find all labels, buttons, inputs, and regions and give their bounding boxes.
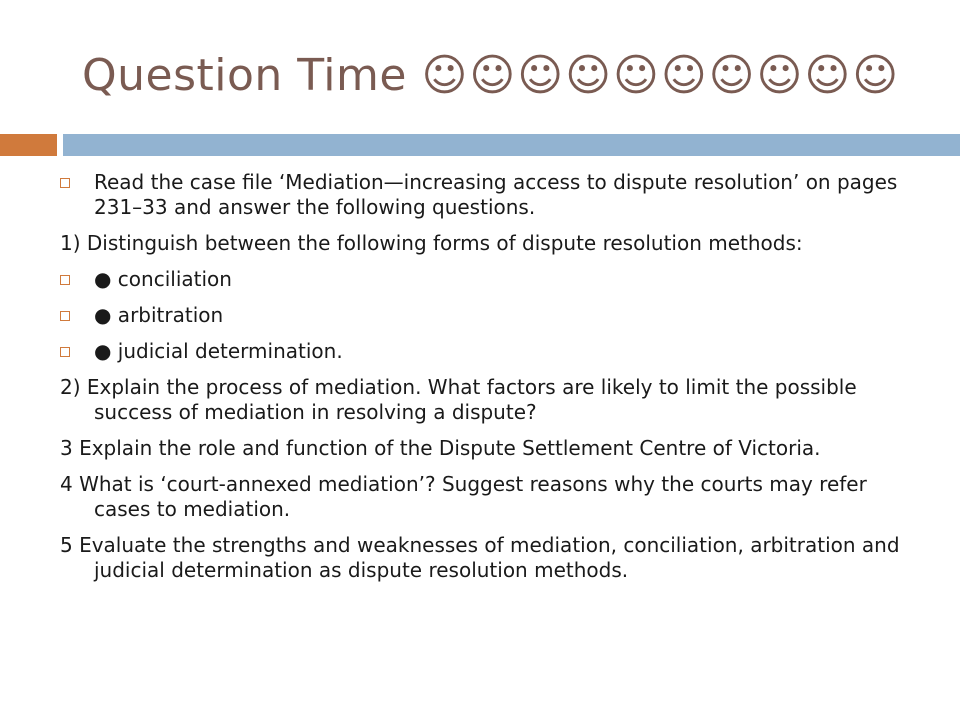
- intro-text: Read the case file ‘Mediation—increasing access to dispute resolution’ on pages 231–33 and answer the following questions.: [94, 170, 898, 219]
- title-text: Question Time: [82, 50, 407, 101]
- square-bullet-icon: [60, 311, 70, 321]
- question-4-text: 4 What is ‘court-annexed mediation’? Suggest reasons why the courts may refer cases to mediation.: [60, 472, 867, 521]
- square-bullet-icon: [60, 275, 70, 285]
- list-item-judicial: [60, 339, 920, 364]
- question-1: [60, 231, 920, 256]
- question-5: [60, 533, 920, 583]
- smiley-icons: ☺☺☺☺☺☺☺☺☺☺: [421, 50, 901, 101]
- question-5-text: 5 Evaluate the strengths and weaknesses of mediation, conciliation, arbitration and judicial determination as dispute resolution methods.: [60, 533, 900, 582]
- square-bullet-icon: [60, 178, 70, 188]
- list-item-arbitration: [60, 303, 920, 328]
- list-item-intro: [60, 170, 920, 220]
- conciliation-text: ● conciliation: [94, 267, 232, 291]
- question-2-text: 2) Explain the process of mediation. What factors are likely to limit the possible success of mediation in resolving a dispute?: [60, 375, 857, 424]
- judicial-text: ● judicial determination.: [94, 339, 343, 363]
- square-bullet-icon: [60, 347, 70, 357]
- question-3: [60, 436, 920, 461]
- list-item-conciliation: [60, 267, 920, 292]
- slide-content: [60, 170, 920, 594]
- question-4: [60, 472, 920, 522]
- slide-title: [82, 50, 900, 101]
- accent-bar: [0, 134, 57, 156]
- question-3-text: 3 Explain the role and function of the Dispute Settlement Centre of Victoria.: [60, 436, 821, 460]
- title-underline-bar: [63, 134, 960, 156]
- arbitration-text: ● arbitration: [94, 303, 224, 327]
- question-2: [60, 375, 920, 425]
- question-1-text: 1) Distinguish between the following forms of dispute resolution methods:: [60, 231, 803, 255]
